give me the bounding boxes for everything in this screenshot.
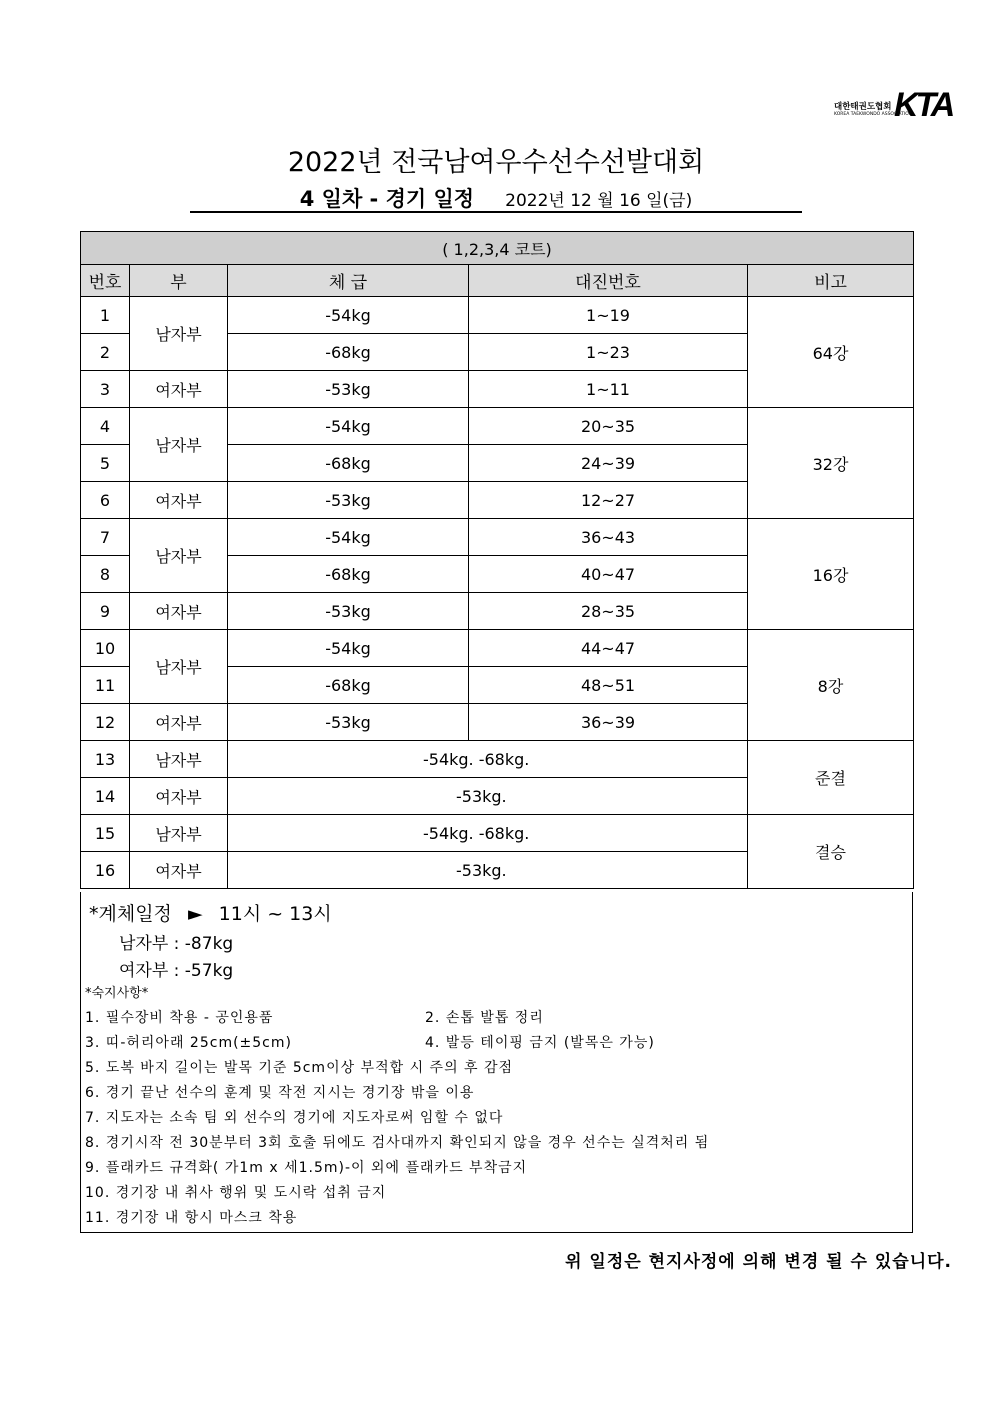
weigh-in-label: *계체일정 [89,903,172,925]
rule-item: 5. 도복 바지 길이는 발목 기준 5cm이상 부적합 시 주의 후 감점 [85,1060,514,1076]
subtitle-date: 2022년 12 월 16 일(금) [505,191,693,211]
row-no: 7 [81,519,130,556]
court-label: ( 1,2,3,4 코트) [81,232,914,265]
header-weight: 체 급 [228,265,469,297]
logo-mark: KTA [894,86,953,124]
rule-item: 6. 경기 끝난 선수의 훈계 및 작전 지시는 경기장 밖을 이용 [85,1085,475,1101]
row-note: 결승 [748,815,914,889]
row-weight: -68kg [228,667,469,704]
row-no: 10 [81,630,130,667]
row-division: 여자부 [130,704,228,741]
rules-header: *숙지사항* [85,986,149,1001]
row-no: 11 [81,667,130,704]
row-weight: -68kg [228,556,469,593]
row-division: 남자부 [130,297,228,371]
rule-item: 2. 손톱 발톱 정리 [425,1010,544,1026]
row-bracket: 20~35 [469,408,748,445]
row-no: 6 [81,482,130,519]
rule-item: 9. 플래카드 규격화( 가1m x 세1.5m)-이 외에 플래카드 부착금지 [85,1160,528,1176]
row-no: 5 [81,445,130,482]
weigh-in-men: 남자부 : -87kg [119,934,234,954]
row-bracket: 44~47 [469,630,748,667]
logo-english-text: KOREA TAEKWONDO ASSOCIATION [834,112,913,117]
row-weight: -54kg [228,630,469,667]
row-bracket: 48~51 [469,667,748,704]
row-no: 14 [81,778,130,815]
row-division: 여자부 [130,593,228,630]
row-division: 남자부 [130,630,228,704]
row-division: 여자부 [130,852,228,889]
row-division: 남자부 [130,741,228,778]
row-division: 남자부 [130,408,228,482]
row-bracket: 40~47 [469,556,748,593]
row-division: 남자부 [130,815,228,852]
row-weight-text: -54kg. -68kg. [423,823,530,843]
row-weight: -54kg [228,519,469,556]
table-row [81,630,914,667]
rule-item: 3. 띠-허리아래 25cm(±5cm) [85,1035,292,1051]
rule-item: 8. 경기시작 전 30분부터 3회 호출 뒤에도 검사대까지 확인되지 않을 경우 선수는 실격처리 됨 [85,1135,710,1151]
table-header-row [81,265,914,297]
table-row [81,408,914,445]
row-no: 9 [81,593,130,630]
row-weight [228,852,748,889]
schedule-table [80,231,914,889]
table-row [81,297,914,334]
row-no: 13 [81,741,130,778]
row-weight-text: -54kg. -68kg. [423,749,530,769]
row-weight [228,741,748,778]
play-arrow-icon: ► [187,903,203,925]
page-title: 2022년 전국남여우수선수선발대회 [287,147,705,178]
row-division: 여자부 [130,482,228,519]
row-bracket: 1~19 [469,297,748,334]
logo-korean-text: 대한태권도협회 [834,102,892,112]
row-weight-text: -53kg. [456,860,507,880]
row-no: 4 [81,408,130,445]
rule-item: 4. 발등 테이핑 금지 (발목은 가능) [425,1035,655,1051]
rule-item: 1. 필수장비 착용 - 공인용품 [85,1010,274,1026]
row-note: 64강 [748,297,914,408]
row-weight: -54kg [228,297,469,334]
row-weight: -53kg [228,593,469,630]
row-note: 8강 [748,630,914,741]
row-no: 3 [81,371,130,408]
row-weight [228,815,748,852]
row-bracket: 1~23 [469,334,748,371]
subtitle-day: 4 일차 - 경기 일정 [299,187,475,211]
row-weight-text: -53kg. [456,786,507,806]
table-row [81,741,914,778]
row-no: 12 [81,704,130,741]
header-bracket: 대진번호 [469,265,748,297]
weigh-in-time: 11시 ~ 13시 [218,903,332,925]
row-note: 준결 [748,741,914,815]
row-note: 16강 [748,519,914,630]
row-bracket: 36~43 [469,519,748,556]
table-row [81,519,914,556]
row-division: 남자부 [130,519,228,593]
row-weight: -54kg [228,408,469,445]
rule-item: 11. 경기장 내 항시 마스크 착용 [85,1210,298,1226]
row-weight: -68kg [228,334,469,371]
rule-item: 10. 경기장 내 취사 행위 및 도시락 섭취 금지 [85,1185,387,1201]
row-bracket: 28~35 [469,593,748,630]
rule-item: 7. 지도자는 소속 팀 외 선수의 경기에 지도자로써 임할 수 없다 [85,1110,504,1126]
notes-section [80,892,913,1233]
row-no: 2 [81,334,130,371]
header-division: 부 [130,265,228,297]
kta-logo [834,86,956,128]
page-subtitle [190,183,802,213]
row-division: 여자부 [130,778,228,815]
row-weight: -53kg [228,482,469,519]
row-no: 1 [81,297,130,334]
row-weight [228,778,748,815]
header-no: 번호 [81,265,130,297]
row-division: 여자부 [130,371,228,408]
row-bracket: 1~11 [469,371,748,408]
row-bracket: 36~39 [469,704,748,741]
table-row [81,815,914,852]
court-row [81,232,914,265]
row-weight: -53kg [228,704,469,741]
row-bracket: 24~39 [469,445,748,482]
weigh-in-schedule [89,899,332,926]
header-note: 비고 [748,265,914,297]
row-no: 16 [81,852,130,889]
footer-notice: 위 일정은 현지사정에 의해 변경 될 수 있습니다. [565,1252,952,1272]
row-no: 15 [81,815,130,852]
weigh-in-women: 여자부 : -57kg [119,961,234,981]
row-note: 32강 [748,408,914,519]
row-weight: -68kg [228,445,469,482]
row-weight: -53kg [228,371,469,408]
row-bracket: 12~27 [469,482,748,519]
row-no: 8 [81,556,130,593]
